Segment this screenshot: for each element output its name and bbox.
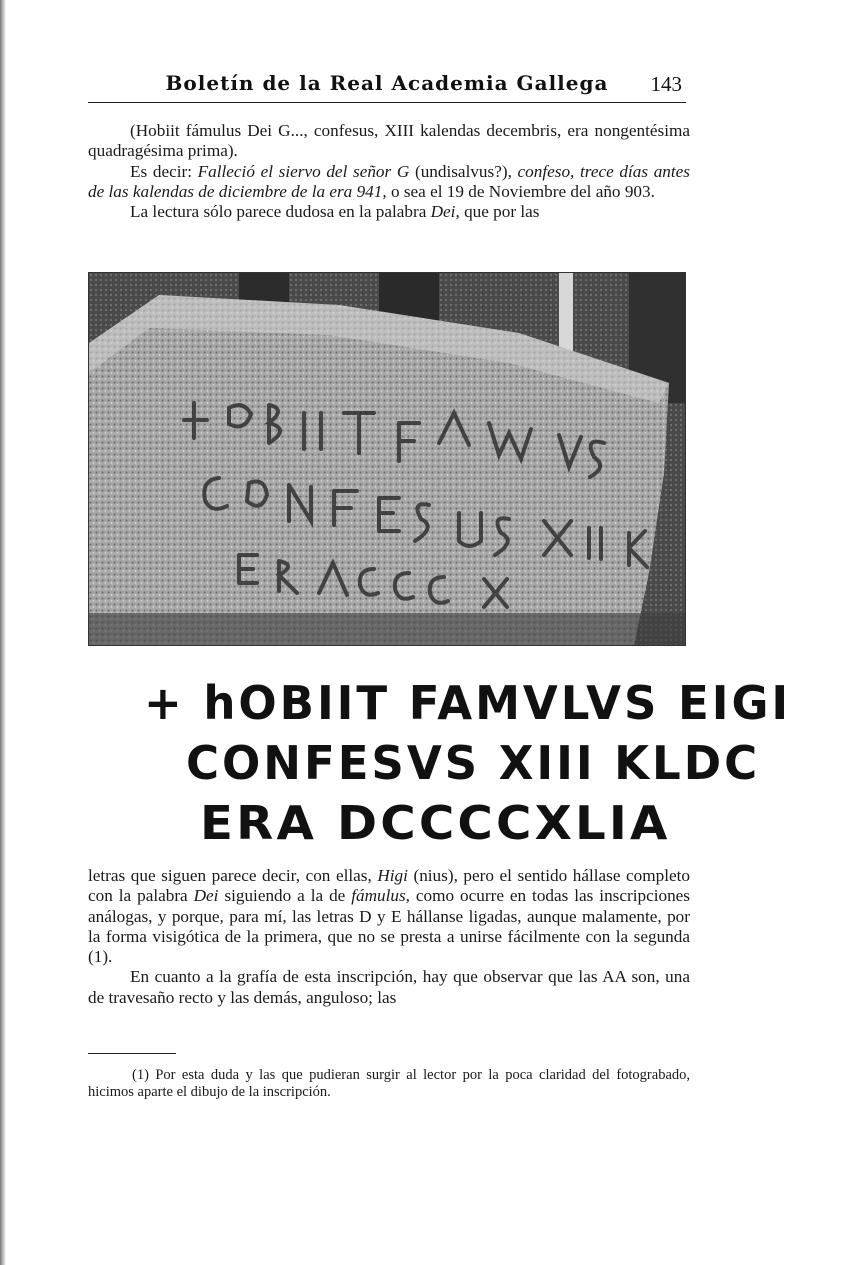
italic-run: Falleció el siervo del señor G [197,161,410,181]
text-run: o sea el 19 de Noviembre del año 903. [386,181,655,201]
italic-run: Dei [193,886,219,906]
inscription-drawing [130,676,792,856]
paragraph-graphy: En cuanto a la grafía de esta inscripción, hay que observar que las AA son, una de travesaño recto y las demás, anguloso; las [88,967,690,1007]
italic-run: fámulus, [351,886,410,906]
stone-photo-illustration [89,273,685,645]
italic-run: confeso, trece días antes de las kalendas de diciembre de la era 941, [88,161,690,201]
text-run: siguiendo a la de [218,886,352,906]
text-block-bottom [88,866,690,1008]
text-run: (nius), pero el sentido hállase completo con la palabra [88,866,690,906]
paragraph-continued [88,866,690,967]
paragraph-latin-transcription: (Hobiit fámulus Dei G..., confesus, XIII kalendas decembris, era nongentésima quadragésima prima). [88,121,690,161]
paragraph-translation [88,162,690,203]
footnote-text: (1) Por esta duda y las que pudieran surgir al lector por la poca claridad del fotograbado, hicimos aparte el dibujo de la inscripción. [88,1067,690,1100]
italic-run: Dei, [430,202,460,222]
page-edge-shadow [0,0,6,1265]
footnote-separator [88,1053,176,1054]
text-run: (undisalvus?), [409,161,518,181]
text-run: Es decir: [130,161,198,181]
journal-title: Boletín de la Real Academia Gallega [165,71,609,95]
inscription-line-3: ERA DCCCCXLIA [200,796,671,850]
text-run: letras que siguen parece decir, con ellas, [88,866,378,885]
inscription-line-1: + hOBIIT FAMVLVS EIGI [144,676,792,730]
inscription-line-2: CONFESVS XIII KLDC [186,736,761,790]
text-block-top [88,121,690,222]
page-number: 143 [650,72,682,96]
footnote [88,1067,690,1101]
text-run: como ocurre en todas las inscripciones análogas, y porque, para mí, las letras D y E hállanse ligadas, aunque malamente, por la forma visigótica de la primera, que no se presta a unirse fácilmente con la segunda (1). [88,886,690,967]
text-run: La lectura sólo parece dudosa en la palabra [130,202,431,222]
italic-run: Higi [377,866,408,885]
paragraph-reading [88,202,690,222]
text-run: que por las [459,202,540,222]
inscription-stone-photograph [88,272,686,646]
running-header [88,66,686,103]
